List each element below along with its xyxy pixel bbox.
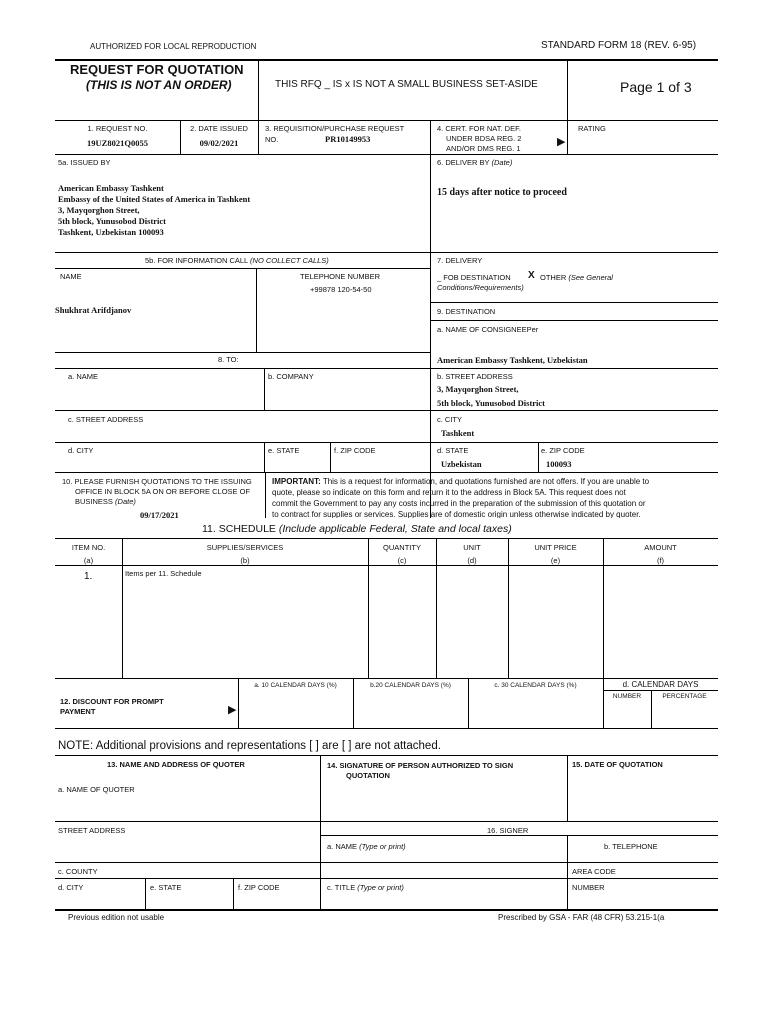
consignee-label: a. NAME OF CONSIGNEEPer xyxy=(437,325,539,334)
info-call-label-text: 5b. FOR INFORMATION CALL xyxy=(145,256,248,265)
schedule-title-text: 11. SCHEDULE xyxy=(202,523,276,535)
signer-name-label xyxy=(327,842,406,851)
delivery-other-note2: Conditions/Requirements) xyxy=(437,283,524,292)
divider xyxy=(264,368,265,410)
furnish-line3-text: BUSINESS xyxy=(75,497,113,506)
quoter-county-label: c. COUNTY xyxy=(58,867,98,876)
rating-label: RATING xyxy=(578,124,606,133)
number-label: NUMBER xyxy=(572,883,605,892)
divider xyxy=(264,442,265,472)
form-title: REQUEST FOR QUOTATION xyxy=(70,62,244,77)
divider xyxy=(55,878,718,879)
furnish-date: 09/17/2021 xyxy=(140,510,179,520)
divider xyxy=(567,120,568,154)
divider xyxy=(567,755,568,821)
divider xyxy=(55,755,718,756)
footer-left: Previous edition not usable xyxy=(68,913,165,922)
item-desc-value: Items per 11. Schedule xyxy=(125,569,202,578)
to-company-label: b. COMPANY xyxy=(268,372,314,381)
requisition-no-label: NO. xyxy=(265,135,279,144)
important-label: IMPORTANT: xyxy=(272,477,321,486)
col-amount: AMOUNT xyxy=(644,543,677,552)
divider xyxy=(55,538,718,539)
dest-state-value: Uzbekistan xyxy=(441,459,482,469)
quoter-title: 13. NAME AND ADDRESS OF QUOTER xyxy=(107,760,245,769)
quoter-state-label: e. STATE xyxy=(150,883,182,892)
delivery-other xyxy=(540,273,613,282)
fob-destination: _ FOB DESTINATION xyxy=(437,273,511,282)
dest-street-label: b. STREET ADDRESS xyxy=(437,372,513,381)
dest-zip-value: 100093 xyxy=(546,459,572,469)
col-unit-code: (d) xyxy=(467,556,477,565)
divider xyxy=(430,154,431,518)
deliver-by-label-date: (Date) xyxy=(491,158,513,167)
consignee-value: American Embassy Tashkent, Uzbekistan xyxy=(437,355,588,365)
schedule-title-note: (Include applicable Federal, State and local taxes) xyxy=(278,523,512,535)
divider xyxy=(258,60,259,121)
furnish-line2: OFFICE IN BLOCK 5A ON OR BEFORE CLOSE OF xyxy=(75,487,251,496)
signer-phone-label: b. TELEPHONE xyxy=(604,842,658,851)
discount-10-days: a. 10 CALENDAR DAYS (%) xyxy=(254,682,337,689)
divider xyxy=(265,472,266,518)
quoter-name-label: a. NAME OF QUOTER xyxy=(58,785,135,794)
divider xyxy=(55,862,718,863)
divider xyxy=(55,678,718,679)
divider xyxy=(55,368,718,369)
item-no-value: 1. xyxy=(84,571,93,582)
issued-by-line2: Embassy of the United States of America in Tashkent xyxy=(58,194,251,204)
info-phone-value: +99878 120-54-50 xyxy=(310,285,372,294)
area-code-label: AREA CODE xyxy=(572,867,616,876)
col-supplies-code: (b) xyxy=(240,556,250,565)
signature-title2: QUOTATION xyxy=(346,771,390,780)
to-state-label: e. STATE xyxy=(268,446,300,455)
signature-title1: 14. SIGNATURE OF PERSON AUTHORIZED TO SIGN xyxy=(327,761,514,770)
dest-state-label: d. STATE xyxy=(437,446,469,455)
discount-20-days: b.20 CALENDAR DAYS (%) xyxy=(370,682,451,689)
divider xyxy=(55,120,718,121)
to-name-label: a. NAME xyxy=(68,372,99,381)
divider xyxy=(320,755,321,910)
cert-line3: AND/OR DMS REG. 1 xyxy=(446,144,521,153)
important-line3: commit the Government to pay any costs incurred in the preparation of the submission of this quotation or xyxy=(272,499,646,508)
issued-by-line4: 5th block, Yunusobod District xyxy=(58,216,167,226)
cert-line1: 4. CERT. FOR NAT. DEF. xyxy=(437,124,521,133)
other-checkbox[interactable]: X xyxy=(528,270,535,281)
important-line2: quote, please so indicate on this form and return it to the address in Block 5A. This request does not xyxy=(272,488,626,497)
important-text1: This is a request for information, and quotations furnished are not offers. If you are unable to xyxy=(322,477,650,486)
divider xyxy=(567,835,568,910)
note-text: NOTE: Additional provisions and representations [ ] are [ ] are not attached. xyxy=(58,740,441,752)
divider xyxy=(55,268,430,269)
col-quantity: QUANTITY xyxy=(383,543,421,552)
to-street-label: c. STREET ADDRESS xyxy=(68,415,144,424)
arrow-right-icon: ▶ xyxy=(557,136,566,148)
arrow-right-icon: ▶ xyxy=(228,704,237,716)
form-subtitle: (THIS IS NOT AN ORDER) xyxy=(86,78,232,92)
divider xyxy=(330,442,331,472)
deliver-by-value: 15 days after notice to proceed xyxy=(437,187,567,198)
info-call-label-note: (NO COLLECT CALLS) xyxy=(250,256,329,265)
divider xyxy=(55,728,718,729)
signer-title-note: (Type or print) xyxy=(357,883,404,892)
discount-number: NUMBER xyxy=(612,693,642,700)
authorized-text: AUTHORIZED FOR LOCAL REPRODUCTION xyxy=(90,42,257,51)
discount-30-days: c. 30 CALENDAR DAYS (%) xyxy=(494,682,577,689)
request-no-label: 1. REQUEST NO. xyxy=(87,124,148,133)
footer-right: Prescribed by GSA - FAR (48 CFR) 53.215-1(a xyxy=(498,913,665,922)
furnish-line3 xyxy=(75,497,136,506)
col-supplies: SUPPLIES/SERVICES xyxy=(206,543,284,552)
divider xyxy=(55,352,430,353)
signer-label: 16. SIGNER xyxy=(487,826,529,835)
to-label: 8. TO: xyxy=(218,355,239,364)
divider xyxy=(320,835,718,836)
info-call-label xyxy=(145,256,329,265)
issued-by-line1: American Embassy Tashkent xyxy=(58,183,164,193)
col-unit: UNIT xyxy=(463,543,481,552)
schedule-title xyxy=(202,523,512,535)
dest-zip-label: e. ZIP CODE xyxy=(541,446,585,455)
furnish-line3-date: (Date) xyxy=(115,497,136,506)
divider xyxy=(233,878,234,910)
divider xyxy=(55,909,718,911)
top-border xyxy=(55,59,718,61)
discount-percentage: PERCENTAGE xyxy=(662,693,707,700)
signer-name-label-text: a. NAME xyxy=(327,842,358,851)
divider xyxy=(145,878,146,910)
deliver-by-label xyxy=(437,158,512,167)
issued-by-line3: 3, Mayqorghon Street, xyxy=(58,205,140,215)
dest-city-label: c. CITY xyxy=(437,415,463,424)
divider xyxy=(55,472,718,473)
col-unit-price-code: (e) xyxy=(550,556,561,565)
date-issued-value: 09/02/2021 xyxy=(199,138,239,148)
delivery-other-text: OTHER xyxy=(540,273,567,282)
divider xyxy=(55,154,718,155)
divider xyxy=(603,690,718,691)
divider xyxy=(256,268,257,352)
request-no-value: 19UZ8021Q0055 xyxy=(87,138,148,148)
col-amount-code: (f) xyxy=(656,556,665,565)
discount-label2: PAYMENT xyxy=(60,707,96,716)
delivery-other-note: (See General xyxy=(568,273,613,282)
divider xyxy=(567,60,568,121)
date-issued-label: 2. DATE ISSUED xyxy=(190,124,248,133)
col-item-no-code: (a) xyxy=(83,556,94,565)
dest-street1: 3, Mayqorghon Street, xyxy=(437,384,519,394)
col-unit-price: UNIT PRICE xyxy=(534,543,577,552)
requisition-no-value: PR10149953 xyxy=(325,134,371,144)
divider xyxy=(430,320,718,321)
divider xyxy=(430,302,718,303)
setaside-text: THIS RFQ _ IS x IS NOT A SMALL BUSINESS SET-ASIDE xyxy=(275,79,538,90)
form-id: STANDARD FORM 18 (REV. 6-95) xyxy=(541,40,697,51)
issued-by-label: 5a. ISSUED BY xyxy=(58,158,111,167)
to-city-label: d. CITY xyxy=(68,446,94,455)
date-of-quotation-label: 15. DATE OF QUOTATION xyxy=(572,760,663,769)
requisition-label: 3. REQUISITION/PURCHASE REQUEST xyxy=(265,124,405,133)
cert-line2: UNDER BDSA REG. 2 xyxy=(446,134,522,143)
quoter-city-label: d. CITY xyxy=(58,883,84,892)
divider xyxy=(430,120,431,154)
divider xyxy=(55,252,718,253)
col-item-no: ITEM NO. xyxy=(71,543,106,552)
delivery-label: 7. DELIVERY xyxy=(437,256,483,265)
quoter-street-label: STREET ADDRESS xyxy=(58,826,126,835)
info-name-value: Shukhrat Arifdjanov xyxy=(55,305,132,315)
important-line4: to contract for supplies or services. Supplies are of domestic origin unless otherwise indicated by quoter. xyxy=(272,510,641,518)
info-phone-label: TELEPHONE NUMBER xyxy=(300,272,381,281)
info-name-label: NAME xyxy=(60,272,82,281)
divider xyxy=(55,821,718,822)
signer-name-note: (Type or print) xyxy=(359,842,406,851)
page-number: Page 1 of 3 xyxy=(620,79,692,95)
deliver-by-label-text: 6. DELIVER BY xyxy=(437,158,490,167)
divider xyxy=(55,565,718,566)
divider xyxy=(258,120,259,154)
quoter-zip-label: f. ZIP CODE xyxy=(238,883,280,892)
discount-label1: 12. DISCOUNT FOR PROMPT xyxy=(60,697,164,706)
to-zip-label: f. ZIP CODE xyxy=(334,446,376,455)
discount-calendar-days: d. CALENDAR DAYS xyxy=(622,680,699,689)
destination-label: 9. DESTINATION xyxy=(437,307,496,316)
col-quantity-code: (c) xyxy=(397,556,407,565)
furnish-line1: 10. PLEASE FURNISH QUOTATIONS TO THE ISSUING xyxy=(62,477,252,486)
divider xyxy=(55,410,718,411)
divider xyxy=(55,442,718,443)
signer-title-label xyxy=(327,883,404,892)
important-line1 xyxy=(272,477,649,486)
dest-street2: 5th block, Yunusobod District xyxy=(437,398,546,408)
dest-city-value: Tashkent xyxy=(441,428,475,438)
issued-by-line5: Tashkent, Uzbekistan 100093 xyxy=(58,227,164,237)
divider xyxy=(538,442,539,472)
signer-title-label-text: c. TITLE xyxy=(327,883,356,892)
